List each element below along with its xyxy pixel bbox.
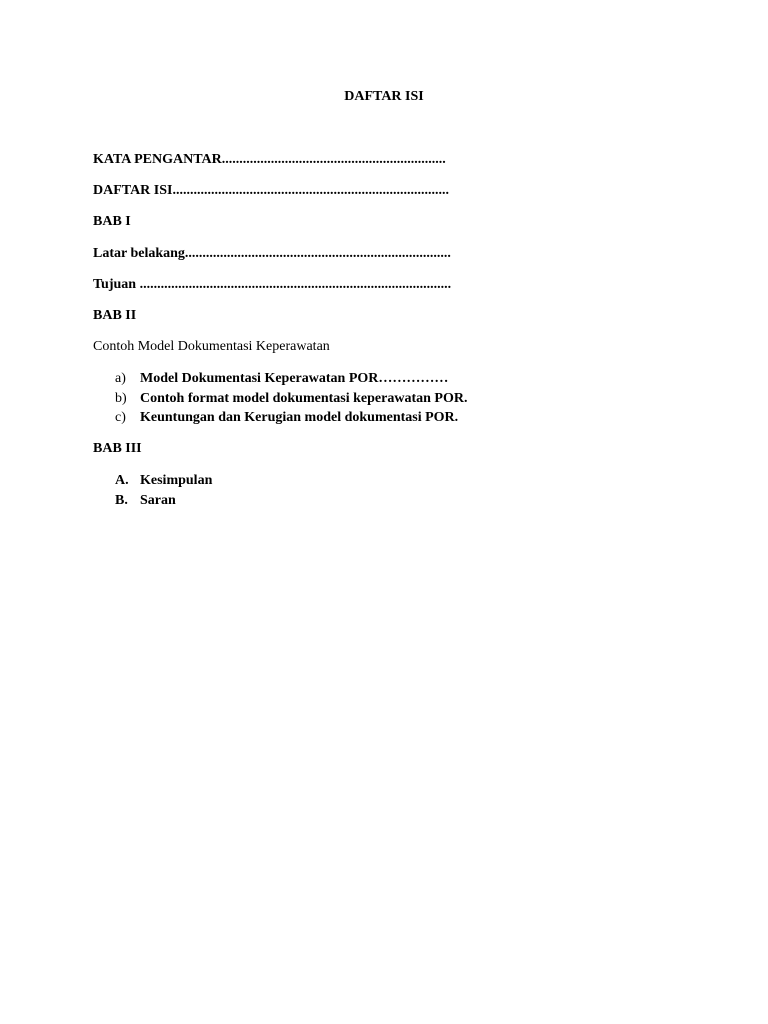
toc-entry-daftar-isi: DAFTAR ISI............................................................................... — [93, 183, 449, 198]
toc-entry-contoh-model: Contoh Model Dokumentasi Keperawatan — [93, 339, 330, 354]
list-marker: A. — [115, 473, 129, 488]
list-marker: B. — [115, 492, 128, 508]
page-title: DAFTAR ISI — [344, 89, 424, 104]
list-marker: b) — [115, 390, 127, 406]
list-item-text: Saran — [140, 492, 176, 508]
toc-entry-latar-belakang: Latar belakang............................................................................ — [93, 246, 451, 261]
list-item-text: Model Dokumentasi Keperawatan POR…………… — [140, 371, 449, 386]
toc-heading-bab-1: BAB I — [93, 214, 131, 229]
list-item-text: Contoh format model dokumentasi keperawatan POR. — [140, 390, 468, 406]
list-item-text: Kesimpulan — [140, 473, 213, 488]
toc-entry-kata-pengantar: KATA PENGANTAR................................................................ — [93, 152, 446, 167]
toc-entry-tujuan: Tujuan ......................................................................................... — [93, 277, 452, 292]
list-item-text: Keuntungan dan Kerugian model dokumentasi POR. — [140, 410, 459, 425]
toc-heading-bab-2: BAB II — [93, 308, 137, 323]
list-marker: c) — [115, 410, 126, 425]
list-marker: a) — [115, 371, 126, 386]
toc-heading-bab-3: BAB III — [93, 441, 142, 456]
